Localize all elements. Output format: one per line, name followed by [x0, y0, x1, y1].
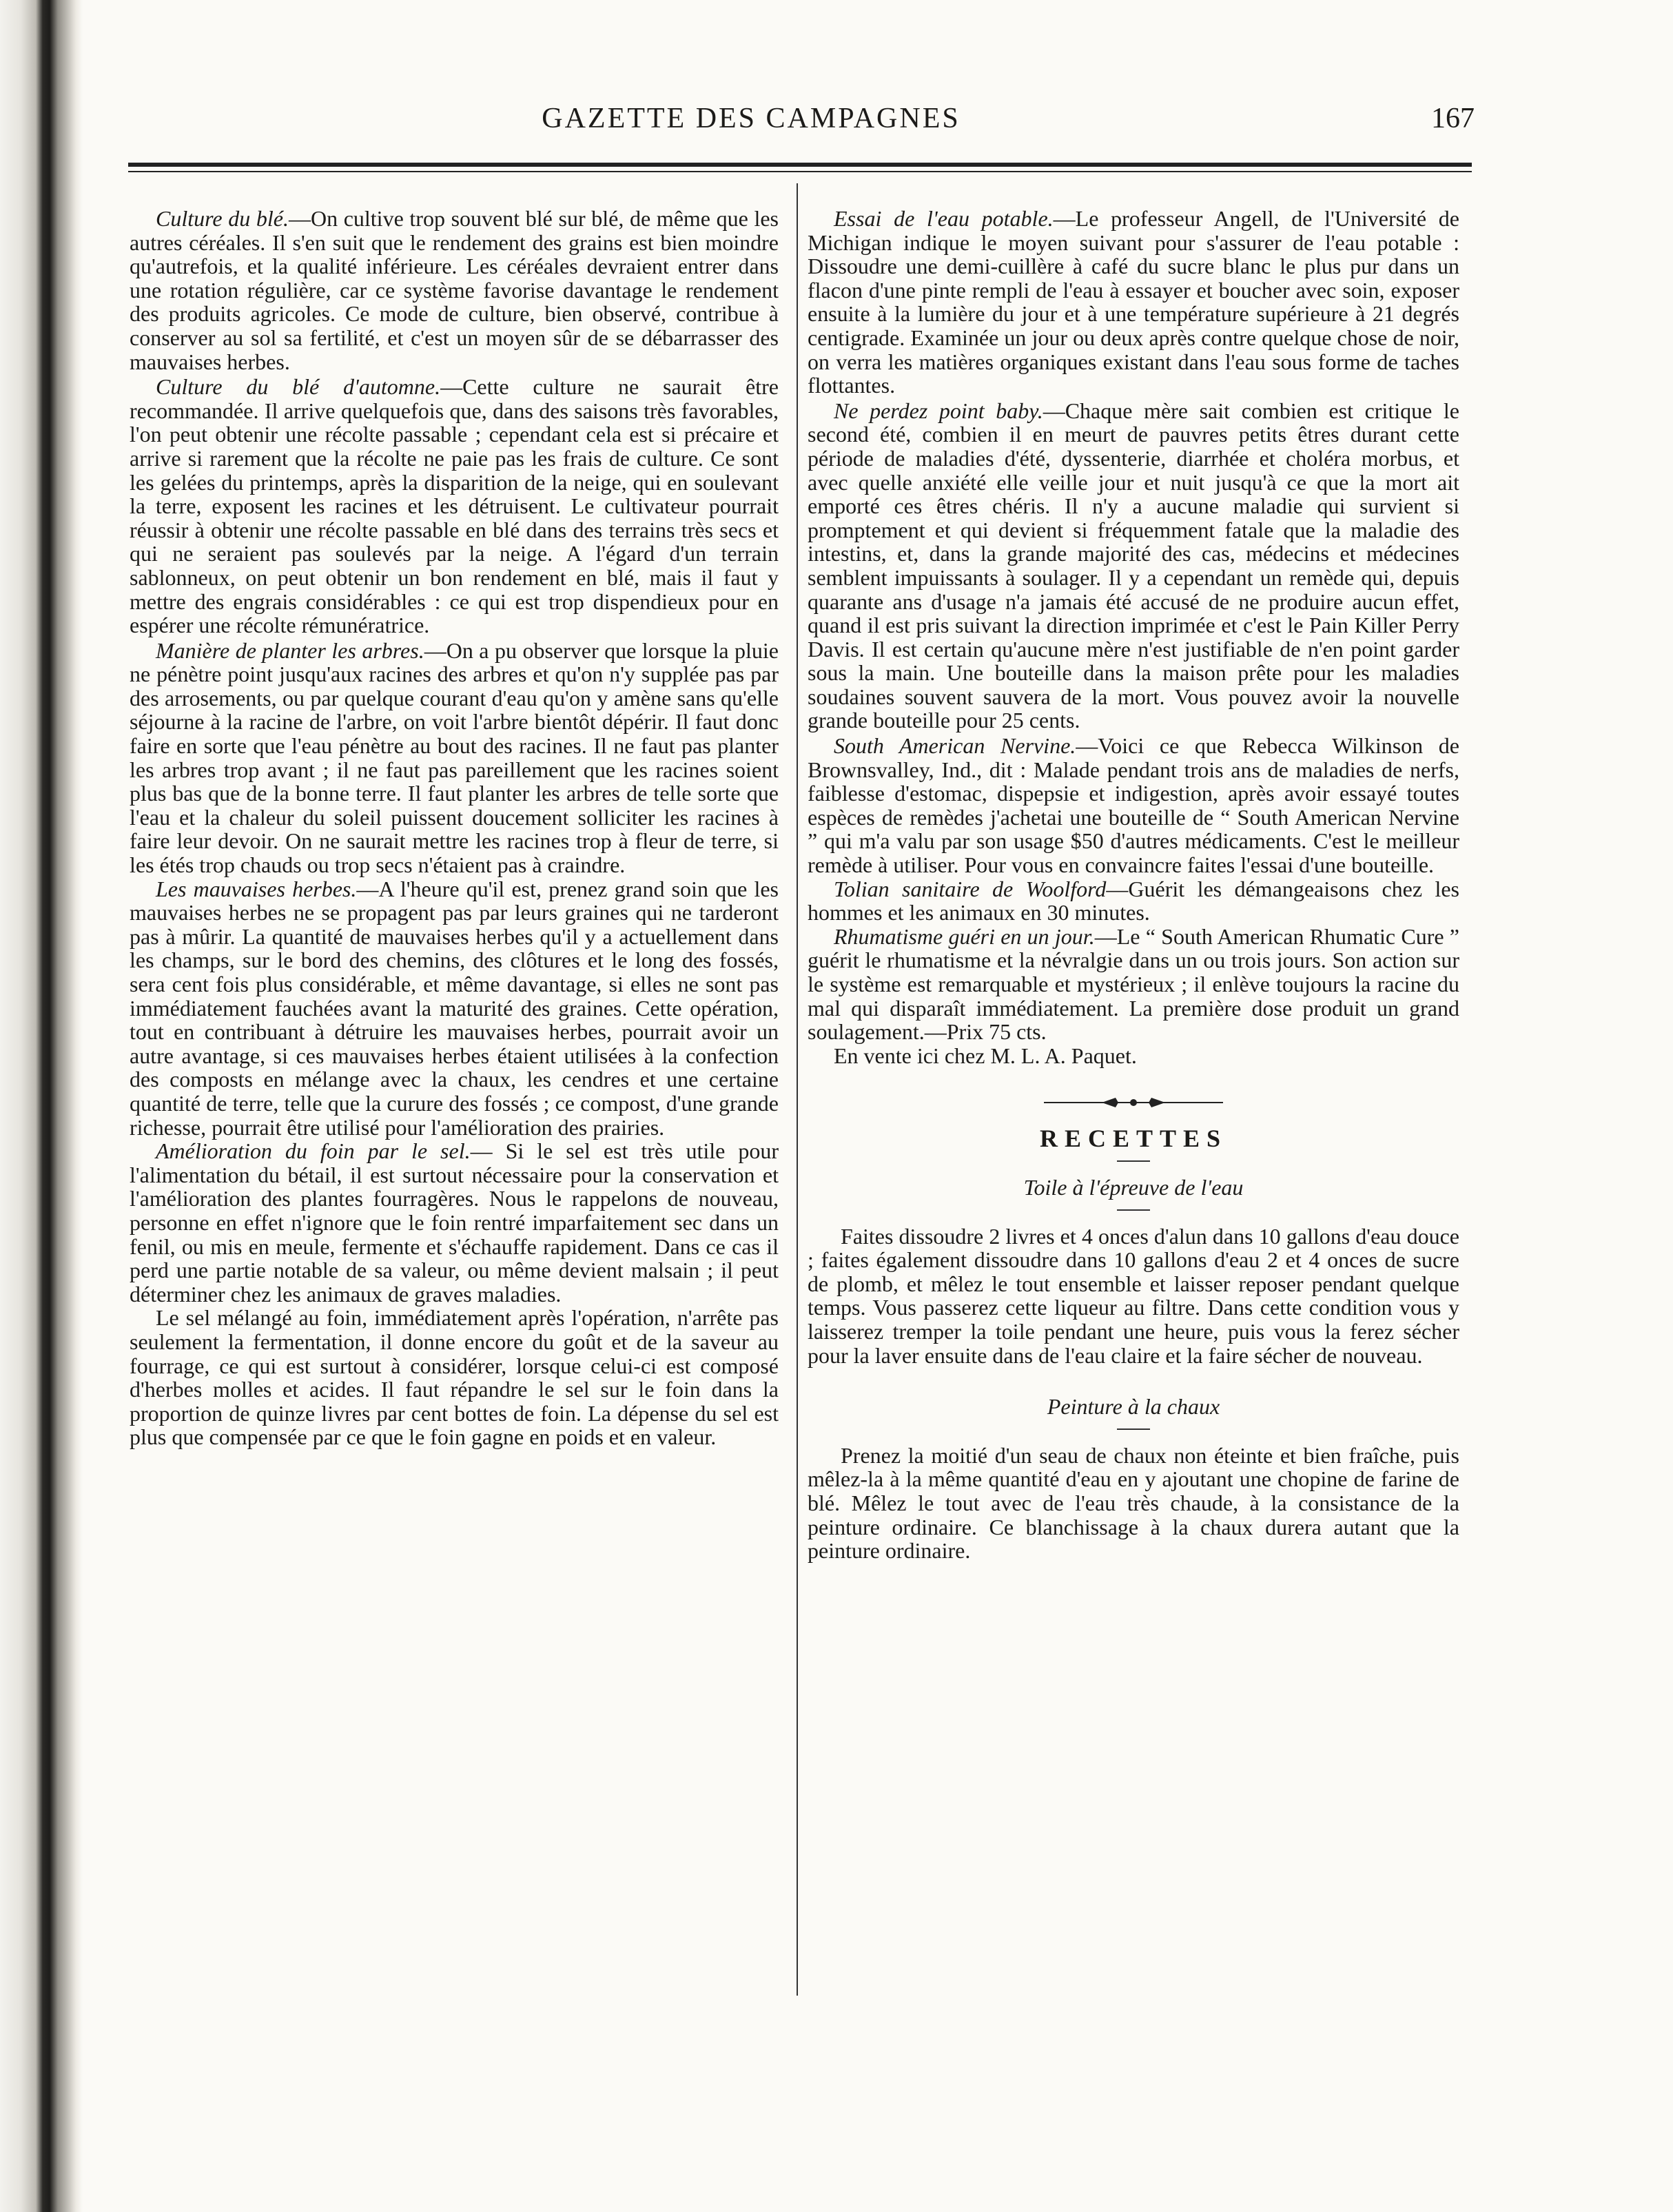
- article-heading: South American Nervine.: [834, 733, 1076, 759]
- left-column: [130, 207, 779, 1449]
- page-number: 167: [1431, 103, 1475, 134]
- spacer: [808, 1367, 1459, 1395]
- section-dash: [1117, 1428, 1150, 1430]
- right-column: [808, 207, 1459, 1563]
- article-body: — Si le sel est très utile pour l'alimentation du bétail, il est surtout nécessaire pour la conservation et l'amélioration des plantes fourragères. Nous le rappelons de nouveau, personne en effet n'ignore que le foin rentré imparfaitement sec dans un fenil, ou mis en meule, fermente et s'échauffe rapidement. Dans ce cas il perd une partie notable de sa valeur, ou même devient malsain ; il peut déterminer chez les animaux de graves maladies.: [130, 1138, 779, 1307]
- header-rule-thick: [128, 163, 1472, 167]
- article-heading: Culture du blé.: [156, 206, 289, 231]
- article-eau-potable: [808, 207, 1459, 398]
- article-heading: Tolian sanitaire de Woolford: [834, 876, 1107, 901]
- article-culture-ble-automne: [130, 375, 779, 637]
- recipe-peinture-text: Prenez la moitié d'un seau de chaux non éteinte et bien fraîche, puis mêlez-la à la même quantité d'eau en y ajoutant une chopine de farine de blé. Mêlez le tout avec de l'eau très chaude, à la consistance de la peinture ordinaire. Ce blanchissage à la chaux durera autant que la peinture ordinaire.: [808, 1442, 1459, 1564]
- recipe-toile-text: Faites dissoudre 2 livres et 4 onces d'alun dans 10 gallons d'eau douce ; faites également dissoudre dans 10 gallons d'eau 2 et 4 onces de sucre de plomb, et mêlez le tout ensemble et laisser reposer pendant quelque temps. Vous passerez cette liqueur au filtre. Dans cette condition vous y laisserez tremper la toile pendant une heure, puis vous la ferez sécher pour la laver ensuite dans de l'eau claire et la faire sécher de nouveau.: [808, 1223, 1459, 1368]
- article-body: Le sel mélangé au foin, immédiatement après l'opération, n'arrête pas seulement la fermentation, il donne encore du goût et de la saveur au fourrage, ce qui est surtout à considérer, lorsque celui-ci est composé d'herbes molles et acides. Il faut répandre le sel sur le foin dans la proportion de quinze livres par cent bottes de foin. La dépense du sel est plus que compensée par ce que le foin gagne en poids et en valeur.: [130, 1305, 779, 1450]
- article-south-american-nervine: [808, 734, 1459, 877]
- article-heading: Manière de planter les arbres.: [156, 637, 424, 663]
- page-binding-edge: [0, 0, 83, 2212]
- article-en-vente: [808, 1044, 1459, 1068]
- article-culture-ble: [130, 207, 779, 373]
- article-body: —On cultive trop souvent blé sur blé, de même que les autres céréales. Il s'en suit que le rendement des grains est bien moindre qu'autrefois, et la qualité inférieure. Les céréales devraient entrer dans une rotation régulière, car ce système favorise davantage le rendement des produits agricoles. Ce mode de culture, bien observé, contribue à conserver au sol sa fertilité, et c'est un moyen sûr de se débarrasser des mauvaises herbes.: [130, 206, 779, 374]
- article-heading: Amélioration du foin par le sel.: [156, 1138, 471, 1164]
- article-body: —Le “ South American Rhumatic Cure ” guérit le rhumatisme et la névralgie dans un ou trois jours. Son action sur le système est remarquable et mystérieux ; il enlève toujours la racine du mal qui disparaît immédiatement. La première dose produit un grand soulagement.—Prix 75 cts.: [808, 923, 1460, 1045]
- article-amelioration-foin: [130, 1139, 779, 1306]
- column-divider: [797, 183, 798, 1996]
- article-body: —Le professeur Angell, de l'Université de Michigan indique le moyen suivant pour s'assurer de l'eau potable : Dissoudre une demi-cuillère à café du sucre blanc le plus pur dans un flacon d'une pinte rempli de l'eau à essayer et boucher avec soin, exposer ensuite à la lumière du jour et à une température supérieure à 21 degrés centigrade. Examinée un jour ou deux après contre quelque chose de noir, on verra les matières organiques existant dans l'eau sous forme de taches flottantes.: [808, 206, 1460, 398]
- article-heading: Rhumatisme guéri en un jour.: [834, 923, 1095, 949]
- article-body: —On a pu observer que lorsque la pluie ne pénètre point jusqu'aux racines des arbres et qu'on n'y supplée pas par des arrosements, ou par quelque courant d'eau qu'on y amène sans qu'elle séjourne à la racine de l'arbre, on voit l'arbre bientôt dépérir. Il faut donc faire en sorte que l'eau pénètre au bout des racines. Il ne faut pas planter les arbres trop avant ; il ne faut pas pareillement que les racines soient plus bas que de la bonne terre. Il faut planter les arbres de telle sorte que l'eau et la chaleur du soleil puissent doucement solliciter les racines à faire leur devoir. On ne saurait mettre les racines trop à fleur de terre, si les étés trop chauds ou trop secs n'étaient pas à craindre.: [130, 637, 779, 878]
- article-heading: Essai de l'eau potable.: [834, 206, 1054, 231]
- recipe-subtitle: Toile à l'épreuve de l'eau: [1023, 1174, 1244, 1200]
- article-ne-perdez-point-baby: [808, 399, 1459, 733]
- header-rule-thin: [128, 171, 1472, 172]
- article-heading: Les mauvaises herbes.: [156, 876, 357, 901]
- article-body: —Voici ce que Rebecca Wilkinson de Brownsvalley, Ind., dit : Malade pendant trois ans de maladies de nerfs, faiblesse d'estomac, dispepsie et indigestion, après avoir essayé toutes espèces de remèdes j'achetai une bouteille de “ South American Nervine ” qui m'a valu par son usage $50 d'autres médicaments. C'est le meilleur remède à utiliser. Pour vous en convaincre faites l'essai d'une bouteille.: [808, 733, 1459, 878]
- section-dash: [1117, 1160, 1150, 1162]
- article-heading: Ne perdez point baby.: [834, 398, 1043, 423]
- recettes-title: RECETTES: [1039, 1125, 1228, 1153]
- recipe-subtitle: Peinture à la chaux: [1047, 1394, 1220, 1420]
- article-body: En vente ici chez M. L. A. Paquet.: [834, 1043, 1137, 1068]
- article-tolian-sanitaire: [808, 877, 1459, 925]
- article-heading: Culture du blé d'automne.: [156, 374, 441, 400]
- article-body: —A l'heure qu'il est, prenez grand soin que les mauvaises herbes ne se propagent pas par leurs graines qui ne tarderont pas à mûrir. La quantité de mauvaises herbes qu'il y a actuellement dans les champs, sur le bord des chemins, des clôtures et le long des fossés, sera cent fois plus considérable, et même davantage, si elles ne sont pas immédiatement fauchées avant la maturité des graines. Cette opération, tout en contribuant à détruire les mauvaises herbes, pourrait avoir un autre avantage, si ces mauvaises herbes étaient utilisées à la confection des composts en mélange avec la chaux, les cendres et une certaine quantité de terre, telle que la curure des fossés ; ce compost, d'une grande richesse, pourrait être utilisé pour l'amélioration des prairies.: [130, 876, 779, 1140]
- article-body: —Chaque mère sait combien est critique le second été, combien il en meurt de pauvres petits êtres durant cette période de maladies d'été, dyssenterie, diarrhée et choléra morbus, et avec quelle anxiété elle veille jour et nuit jusqu'à ce que la mort ait emporté ces êtres chéris. Il n'y a aucune maladie qui survient si promptement et qui devient si fréquemment fatale que la maladie des intestins, et, dans la grande majorité des cas, médecins et médecines semblent impuissants à soulager. Il y a cependant un remède qui, depuis quarante ans d'usage n'a jamais été accusé de ne produire aucun effet, quand il est pris suivant la direction imprimée et c'est le Pain Killer Perry Davis. Il est certain qu'aucune mère n'est justifiable de n'en point garder sous la main. Une bouteille dans la maison prête pour les maladies soudaines souvent sauvera de la mort. Vous pouvez avoir la nouvelle grande bouteille pour 25 cents.: [808, 398, 1460, 733]
- article-planter-arbres: [130, 639, 779, 877]
- article-rhumatisme: [808, 925, 1459, 1044]
- article-body: —Cette culture ne saurait être recommandée. Il arrive quelquefois que, dans des saisons très favorables, l'on peut obtenir une récolte passable ; cependant cela est si précaire et arrive si rarement que la récolte ne paie pas les frais de culture. Ce sont les gelées du printemps, après la disparition de la neige, qui en soulevant la terre, exposent les racines et les détruisent. Le cultivateur pourrait réussir à obtenir une récolte passable en blé dans des terrains très secs et qui ne seraient pas soulevés par la neige. A l'égard d'un terrain sablonneux, on peut obtenir un bon rendement en blé, mais il faut y mettre des engrais considérables : ce qui est trop dispendieux pour en espérer une récolte rémunératrice.: [130, 374, 779, 638]
- article-amelioration-foin-suite: [130, 1306, 779, 1449]
- article-body: —Guérit les démangeaisons chez les hommes et les animaux en 30 minutes.: [808, 876, 1459, 925]
- section-dash: [1117, 1209, 1150, 1211]
- running-title: GAZETTE DES CAMPAGNES: [542, 103, 961, 134]
- article-mauvaises-herbes: [130, 877, 779, 1140]
- ornament-rule-icon: [1044, 1094, 1223, 1112]
